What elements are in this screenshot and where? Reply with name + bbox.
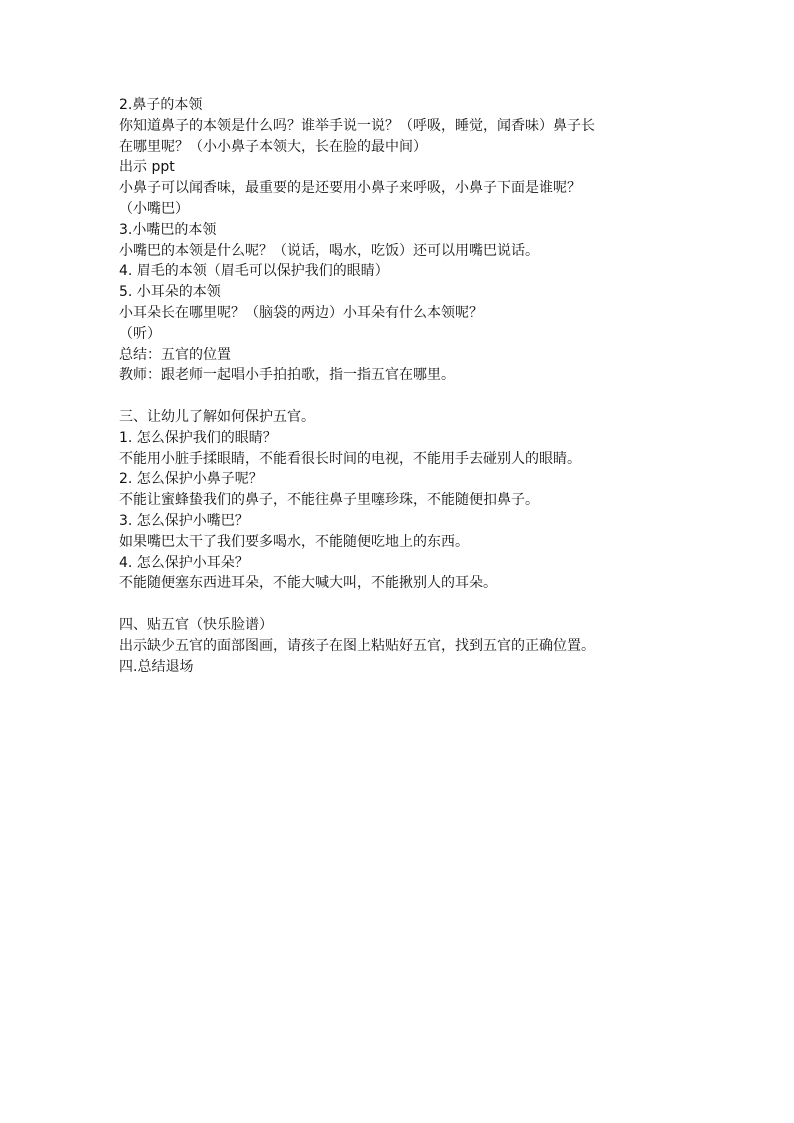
section-heading-closing: 四.总结退场 xyxy=(119,658,194,675)
text-line: 不能随便塞东西进耳朵，不能大喊大叫，不能揪别人的耳朵。 xyxy=(119,575,497,592)
heading-eyebrow-skill: 4. 眉毛的本领（眉毛可以保护我们的眼睛） xyxy=(119,263,389,280)
document-body xyxy=(119,95,699,677)
text-line: （听） xyxy=(119,325,161,342)
section-heading-stickers: 四、贴五官（快乐脸谱） xyxy=(119,616,273,633)
text-line: 如果嘴巴太干了我们要多喝水，不能随便吃地上的东西。 xyxy=(119,533,469,550)
text-line: 在哪里呢？（小小鼻子本领大，长在脸的最中间） xyxy=(119,138,427,155)
text-line: 不能用小脏手揉眼睛，不能看很长时间的电视，不能用手去碰别人的眼睛。 xyxy=(119,450,581,467)
text-line: 教师：跟老师一起唱小手拍拍歌，指一指五官在哪里。 xyxy=(119,367,455,384)
question-line: 4. 怎么保护小耳朵？ xyxy=(119,554,249,571)
blank-line xyxy=(119,594,699,615)
heading-mouth-skill: 3.小嘴巴的本领 xyxy=(119,221,217,238)
text-line: 出示 ppt xyxy=(119,159,175,176)
blank-line xyxy=(119,386,699,407)
question-line: 2. 怎么保护小鼻子呢？ xyxy=(119,471,263,488)
question-line: 1. 怎么保护我们的眼睛？ xyxy=(119,429,277,446)
text-line: 小嘴巴的本领是什么呢？（说话，喝水，吃饭）还可以用嘴巴说话。 xyxy=(119,242,539,259)
heading-ear-skill: 5. 小耳朵的本领 xyxy=(119,284,221,301)
text-line: 出示缺少五官的面部图画，请孩子在图上粘贴好五官，找到五官的正确位置。 xyxy=(119,637,595,654)
summary-line: 总结：五官的位置 xyxy=(119,346,231,363)
heading-nose-skill: 2.鼻子的本领 xyxy=(119,97,203,113)
text-line: 不能让蜜蜂蛰我们的鼻子，不能往鼻子里噻珍珠，不能随便扣鼻子。 xyxy=(119,492,539,509)
section-heading-protect: 三、让幼儿了解如何保护五官。 xyxy=(119,408,315,425)
text-line: 小鼻子可以闻香味，最重要的是还要用小鼻子来呼吸，小鼻子下面是谁呢？ xyxy=(119,180,581,197)
text-line: 你知道鼻子的本领是什么吗？谁举手说一说？（呼吸，睡觉，闻香味）鼻子长 xyxy=(119,117,595,134)
question-line: 3. 怎么保护小嘴巴？ xyxy=(119,512,249,529)
text-line: （小嘴巴） xyxy=(119,200,189,217)
text-line: 小耳朵长在哪里呢？（脑袋的两边）小耳朵有什么本领呢？ xyxy=(119,304,483,321)
